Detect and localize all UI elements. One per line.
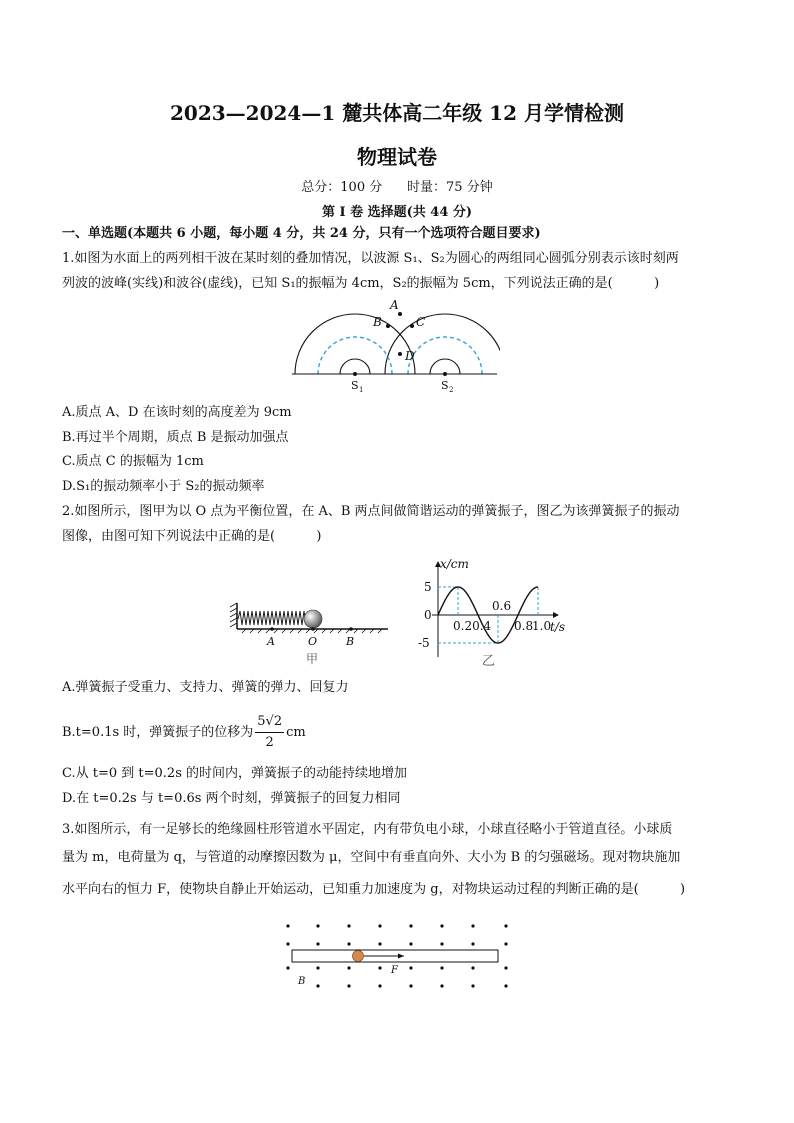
field-dot bbox=[378, 966, 381, 969]
field-dot bbox=[409, 984, 412, 987]
field-dot bbox=[316, 966, 319, 969]
y-axis-label: x/cm bbox=[440, 557, 469, 571]
label-d: D bbox=[405, 349, 415, 363]
field-dot bbox=[440, 966, 443, 969]
point-c bbox=[410, 324, 414, 328]
field-dot bbox=[316, 984, 319, 987]
label-b: B bbox=[373, 315, 382, 329]
x-tick-0.6: 0.6 bbox=[492, 599, 512, 613]
field-dot bbox=[347, 984, 350, 987]
field-dot bbox=[378, 984, 381, 987]
point-a bbox=[398, 312, 402, 316]
field-dot bbox=[409, 942, 412, 945]
field-dot bbox=[504, 924, 507, 927]
marker-b bbox=[349, 627, 353, 631]
field-dot bbox=[471, 966, 474, 969]
q2-xt-chart bbox=[418, 557, 578, 672]
y-tick-0: 0 bbox=[424, 608, 432, 622]
label-s2-sub: 2 bbox=[449, 386, 454, 394]
field-dot bbox=[440, 942, 443, 945]
x-tick-0.2-0.4: 0.20.4 bbox=[453, 619, 492, 633]
field-dot bbox=[504, 984, 507, 987]
s1-point bbox=[353, 372, 357, 376]
marker-o bbox=[311, 627, 315, 631]
field-dot bbox=[409, 966, 412, 969]
q1-option-d: D.S₁的振动频率小于 S₂的振动频率 bbox=[62, 479, 265, 494]
s2-trough-arc bbox=[408, 337, 482, 374]
part-title: 一、单选题(本题共 6 小题，每小题 4 分，共 24 分，只有一个选项符合题目要求) bbox=[62, 226, 541, 241]
label-a: A bbox=[267, 635, 275, 648]
field-dot bbox=[409, 924, 412, 927]
section-title: 第 I 卷 选择题(共 44 分) bbox=[321, 205, 473, 220]
field-dot bbox=[504, 942, 507, 945]
q2-stem-line2: 图像，由图可知下列说法中正确的是( ) bbox=[62, 529, 322, 544]
label-s1: S bbox=[351, 379, 359, 392]
q2-option-a: A.弹簧振子受重力、支持力、弹簧的弹力、回复力 bbox=[62, 680, 349, 695]
fraction-numerator: 5√2 bbox=[255, 712, 284, 733]
q2-option-c: C.从 t=0 到 t=0.2s 的时间内，弹簧振子的动能持续地增加 bbox=[62, 766, 407, 781]
x-tick-1.0: 1.0 bbox=[532, 619, 552, 633]
label-o: O bbox=[308, 635, 318, 648]
s1-crest-arc-2 bbox=[295, 314, 415, 374]
field-dot bbox=[471, 924, 474, 927]
field-dot bbox=[471, 984, 474, 987]
field-dot bbox=[316, 942, 319, 945]
q2-option-b-unit: cm bbox=[286, 725, 306, 740]
field-dot bbox=[378, 924, 381, 927]
field-dot bbox=[347, 966, 350, 969]
label-a: A bbox=[390, 298, 399, 312]
field-dot bbox=[471, 942, 474, 945]
q1-option-a: A.质点 A、D 在该时刻的高度差为 9cm bbox=[62, 405, 292, 420]
point-d bbox=[398, 352, 402, 356]
q1-stem-line2: 列波的波峰(实线)和波谷(虚线)，已知 S₁的振幅为 4cm，S₂的振幅为 5cm，下列说法正确的是( ) bbox=[62, 276, 660, 291]
field-dot bbox=[286, 942, 289, 945]
q3-stem-line3: 水平向右的恒力 F，使物块自静止开始运动，已知重力加速度为 g，对物块运动过程的判断正确的是( ) bbox=[62, 882, 686, 897]
y-tick-5: 5 bbox=[424, 580, 432, 594]
field-dot bbox=[347, 924, 350, 927]
q3-tube-figure bbox=[280, 918, 520, 996]
q3-stem-line1: 3.如图所示，有一足够长的绝缘圆柱形管道水平固定，内有带负电小球，小球直径略小于管道直径。小球质 bbox=[62, 822, 673, 837]
s1-trough-arc bbox=[318, 337, 392, 374]
s2-point bbox=[443, 372, 447, 376]
field-dot bbox=[286, 924, 289, 927]
field-dot bbox=[440, 984, 443, 987]
fraction-denominator: 2 bbox=[265, 735, 274, 750]
ball bbox=[304, 610, 322, 628]
field-dot bbox=[378, 942, 381, 945]
s2-crest-arc-2 bbox=[385, 314, 500, 374]
q1-stem-line1: 1.如图为水面上的两列相干波在某时刻的叠加情况，以波源 S₁、S₂为圆心的两组同心圆弧分别表示该时刻两 bbox=[62, 251, 679, 266]
label-c: C bbox=[416, 315, 426, 329]
caption-jia: 甲 bbox=[306, 652, 319, 666]
field-dot bbox=[316, 924, 319, 927]
y-tick-neg5: -5 bbox=[418, 636, 430, 650]
field-dot bbox=[440, 924, 443, 927]
q2-stem-line1: 2.如图所示，图甲为以 O 点为平衡位置，在 A、B 两点间做简谐运动的弹簧振子，图乙为该弹簧振子的振动 bbox=[62, 504, 680, 519]
x-axis-label: t/s bbox=[550, 620, 566, 634]
q2-option-b-prefix: B.t=0.1s 时，弹簧振子的位移为 bbox=[62, 725, 254, 740]
label-b: B bbox=[298, 976, 306, 987]
field-dot bbox=[286, 966, 289, 969]
q1-wave-figure bbox=[290, 297, 500, 397]
ball bbox=[353, 951, 364, 962]
q1-option-b: B.再过半个周期，质点 B 是振动加强点 bbox=[62, 430, 289, 445]
caption-yi: 乙 bbox=[482, 654, 496, 669]
q2-option-b bbox=[62, 712, 306, 753]
q3-stem-line2: 量为 m，电荷量为 q，与管道的动摩擦因数为 μ，空间中有垂直向外、大小为 B 的匀强磁场。现对物块施加 bbox=[62, 850, 681, 865]
page-title: 2023—2024—1 麓共体高二年级 12 月学情检测 bbox=[170, 101, 624, 125]
marker-a bbox=[270, 627, 274, 631]
label-f: F bbox=[391, 965, 398, 976]
q2-option-b-fraction bbox=[255, 712, 284, 753]
field-dot bbox=[347, 942, 350, 945]
x-tick-0.8: 0.8 bbox=[514, 619, 534, 633]
field-dot bbox=[504, 966, 507, 969]
s2-crest-arc-1 bbox=[430, 359, 460, 374]
q2-spring-figure bbox=[228, 597, 394, 669]
point-b bbox=[386, 324, 390, 328]
label-s2: S bbox=[441, 379, 449, 392]
s1-crest-arc-1 bbox=[340, 359, 370, 374]
label-b: B bbox=[346, 635, 355, 648]
q1-option-c: C.质点 C 的振幅为 1cm bbox=[62, 454, 204, 469]
page-subtitle: 物理试卷 bbox=[357, 145, 437, 169]
score-time: 总分：100 分 时量：75 分钟 bbox=[301, 180, 493, 195]
q2-option-d: D.在 t=0.2s 与 t=0.6s 两个时刻，弹簧振子的回复力相同 bbox=[62, 791, 401, 806]
label-s1-sub: 1 bbox=[359, 386, 364, 394]
